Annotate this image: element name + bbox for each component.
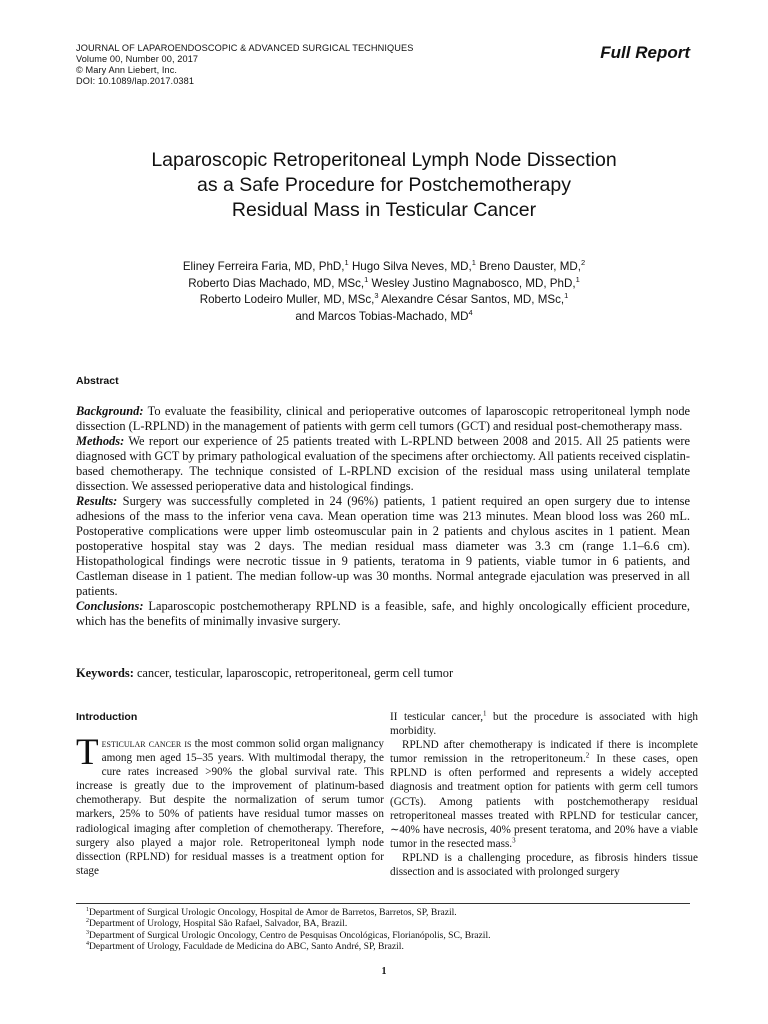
title-line-2: as a Safe Procedure for Postchemotherapy: [197, 174, 571, 196]
footnote: [86, 930, 491, 941]
footnote-number: 4: [86, 940, 89, 947]
journal-name: JOURNAL OF LAPAROENDOSCOPIC & ADVANCED SURGICAL TECHNIQUES: [76, 43, 414, 53]
author-name: Eliney Ferreira Faria, MD, PhD,: [182, 260, 345, 273]
methods-text: We report our experience of 25 patients treated with L-RPLND between 2008 and 2015. All 25 patients were diagnosed with GCT by primary pathological evaluation of the specimens after orchiectomy. All patients received cisplatin-based chemotherapy. The technique consisted of L-RPLND excision of the residual mass using unilateral template dissection. We assessed perioperative data and histological findings.: [76, 434, 690, 493]
results-text: Surgery was successfully completed in 24 (96%) patients, 1 patient required an open surgery due to intense adhesions of the mass to the inferior vena cava. Mean operation time was 213 minutes. Mean blood loss was 260 mL. Postoperative complications were upper limb osteomuscular pain in 2 patients and chylous ascites in 1 patient. Mean postoperative hospital stay was 2 days. The median residual mass diameter was 3.3 cm (range 1.1–6.6 cm). Histopathological findings were necrotic tissue in 9 patients, teratoma in 9 patients, viable tumor in 6 patients, and Castleman disease in 1 patient. The median follow-up was 30 months. Normal antegrade ejaculation was preserved in all patients.: [76, 494, 690, 598]
conclusions-label: Conclusions:: [76, 599, 144, 613]
author-line-1: [76, 259, 692, 276]
conclusions-text: Laparoscopic postchemotherapy RPLND is a feasible, safe, and highly oncologically efficient procedure, which has the benefits of minimally invasive surgery.: [76, 599, 690, 628]
footnote-text: Department of Urology, Hospital São Rafael, Salvador, BA, Brazil.: [89, 918, 348, 930]
author-affiliation: 1: [471, 258, 476, 268]
footnote-text: Department of Surgical Urologic Oncology, Hospital de Amor de Barretos, Barretos, SP, Brazil.: [89, 907, 457, 918]
author-name: Wesley Justino Magnabosco, MD, PhD,: [371, 276, 576, 290]
page-number: 1: [381, 966, 387, 977]
publisher: © Mary Ann Liebert, Inc.: [76, 65, 178, 75]
introduction-heading: Introduction: [76, 711, 138, 723]
doi: DOI: 10.1089/lap.2017.0381: [76, 76, 195, 86]
citation-ref: 2: [585, 751, 590, 760]
citation-ref: 1: [483, 709, 487, 718]
author-name: and Marcos Tobias-Machado, MD: [295, 309, 469, 323]
footnote-text: Department of Surgical Urologic Oncology, Centro de Pesquisas Oncológicas, Florianópolis, SC, Brazil.: [89, 929, 491, 941]
right-paragraph-1-text-b: but the procedure is associated with high morbidity.: [390, 711, 699, 738]
author-affiliation: 4: [468, 307, 473, 317]
title-line-1: Laparoscopic Retroperitoneal Lymph Node Dissection: [151, 149, 617, 171]
author-line-2: [76, 276, 692, 293]
abstract-methods: [76, 434, 690, 494]
footnote-divider: [76, 903, 690, 904]
abstract-conclusions: [76, 599, 690, 629]
author-name: Hugo Silva Neves, MD,: [351, 260, 472, 273]
article-title: [76, 148, 692, 223]
citation-ref: 3: [512, 836, 516, 845]
keywords-text: cancer, testicular, laparoscopic, retroperitoneal, germ cell tumor: [136, 666, 454, 680]
journal-volume: Volume 00, Number 00, 2017: [76, 54, 199, 64]
right-paragraph-1-text-a: II testicular cancer,: [390, 711, 484, 723]
author-name: Roberto Lodeiro Muller, MD, MSc,: [199, 293, 375, 306]
body-column-right: [390, 710, 698, 879]
abstract-background: [76, 404, 690, 434]
author-line-4: [76, 309, 692, 326]
author-name: Breno Dauster, MD,: [479, 260, 581, 273]
right-paragraph-1: [390, 710, 698, 738]
report-type: Full Report: [600, 43, 690, 62]
abstract-results: [76, 494, 690, 599]
intro-smallcaps-lead: esticular cancer is: [101, 738, 192, 750]
background-text: To evaluate the feasibility, clinical and perioperative outcomes of laparoscopic retroperitoneal lymph node dissection (L-RPLND) in the management of patients with germ cell tumors (GCT) and residual post-chemotherapy mass.: [76, 404, 691, 433]
results-label: Results:: [76, 494, 118, 508]
title-line-3: Residual Mass in Testicular Cancer: [231, 199, 537, 221]
footnote-number: 1: [86, 906, 89, 913]
footnote-number: 3: [86, 929, 89, 936]
abstract-heading: Abstract: [76, 375, 119, 387]
footnote-number: 2: [86, 918, 89, 925]
drop-cap: T: [76, 732, 99, 773]
abstract-body: [76, 404, 690, 629]
background-label: Background:: [76, 404, 144, 418]
footnote-text: Department of Urology, Faculdade de Medicina do ABC, Santo André, SP, Brazil.: [89, 940, 404, 952]
author-affiliation: 1: [564, 291, 569, 301]
footnote: [86, 918, 491, 929]
right-paragraph-2-text-a: RPLND after chemotherapy is indicated if there is incomplete tumor remission in the retroperitoneum.: [390, 739, 698, 766]
footnotes: [86, 907, 491, 952]
right-paragraph-3: RPLND is a challenging procedure, as fibrosis hinders tissue dissection and is associated with prolonged surgery: [390, 851, 698, 879]
keywords-label: Keywords:: [76, 666, 134, 680]
author-affiliation: 1: [575, 274, 580, 284]
author-list: [76, 259, 692, 325]
footnote: [86, 941, 491, 952]
intro-paragraph-1: [76, 732, 385, 878]
body-column-left: [76, 710, 384, 878]
keywords: [76, 666, 690, 681]
author-line-3: [76, 292, 692, 309]
author-affiliation: 3: [374, 291, 379, 301]
author-name: Roberto Dias Machado, MD, MSc,: [188, 276, 365, 290]
journal-header: [76, 43, 413, 87]
intro-paragraph-1-text: the most common solid organ malignancy among men aged 15–35 years. With multimodal therapy, the cure rates increased >90% the global survival rate. This increase is greatly due to the improvement of platinum-based chemotherapy. But despite the normalization of serum tumor markers, 25% to 50% of patients have residual tumor masses on radiological imaging after completion of chemotherapy. Therefore, surgery also played a major role. Retroperitoneal lymph node dissection (RPLND) for residual masses is a treatment option for stage: [76, 738, 385, 877]
author-affiliation: 1: [344, 258, 349, 268]
right-paragraph-2-text-b: In these cases, open RPLND is often performed and represents a widely accepted diagnosis and treatment option for patients with germ cell tumors (GCTs). Among patients with postchemotherapy residual retroperitoneal masses treated with RPLND for testicular cancer, ∼40% have necrosis, 40% present teratoma, and 20% have a viable tumor in the resected mass.: [390, 753, 698, 850]
methods-label: Methods:: [76, 434, 125, 448]
right-paragraph-2: [390, 738, 698, 851]
author-name: Alexandre César Santos, MD, MSc,: [381, 293, 565, 306]
author-affiliation: 1: [364, 274, 369, 284]
footnote: [86, 907, 491, 918]
author-affiliation: 2: [581, 258, 586, 268]
